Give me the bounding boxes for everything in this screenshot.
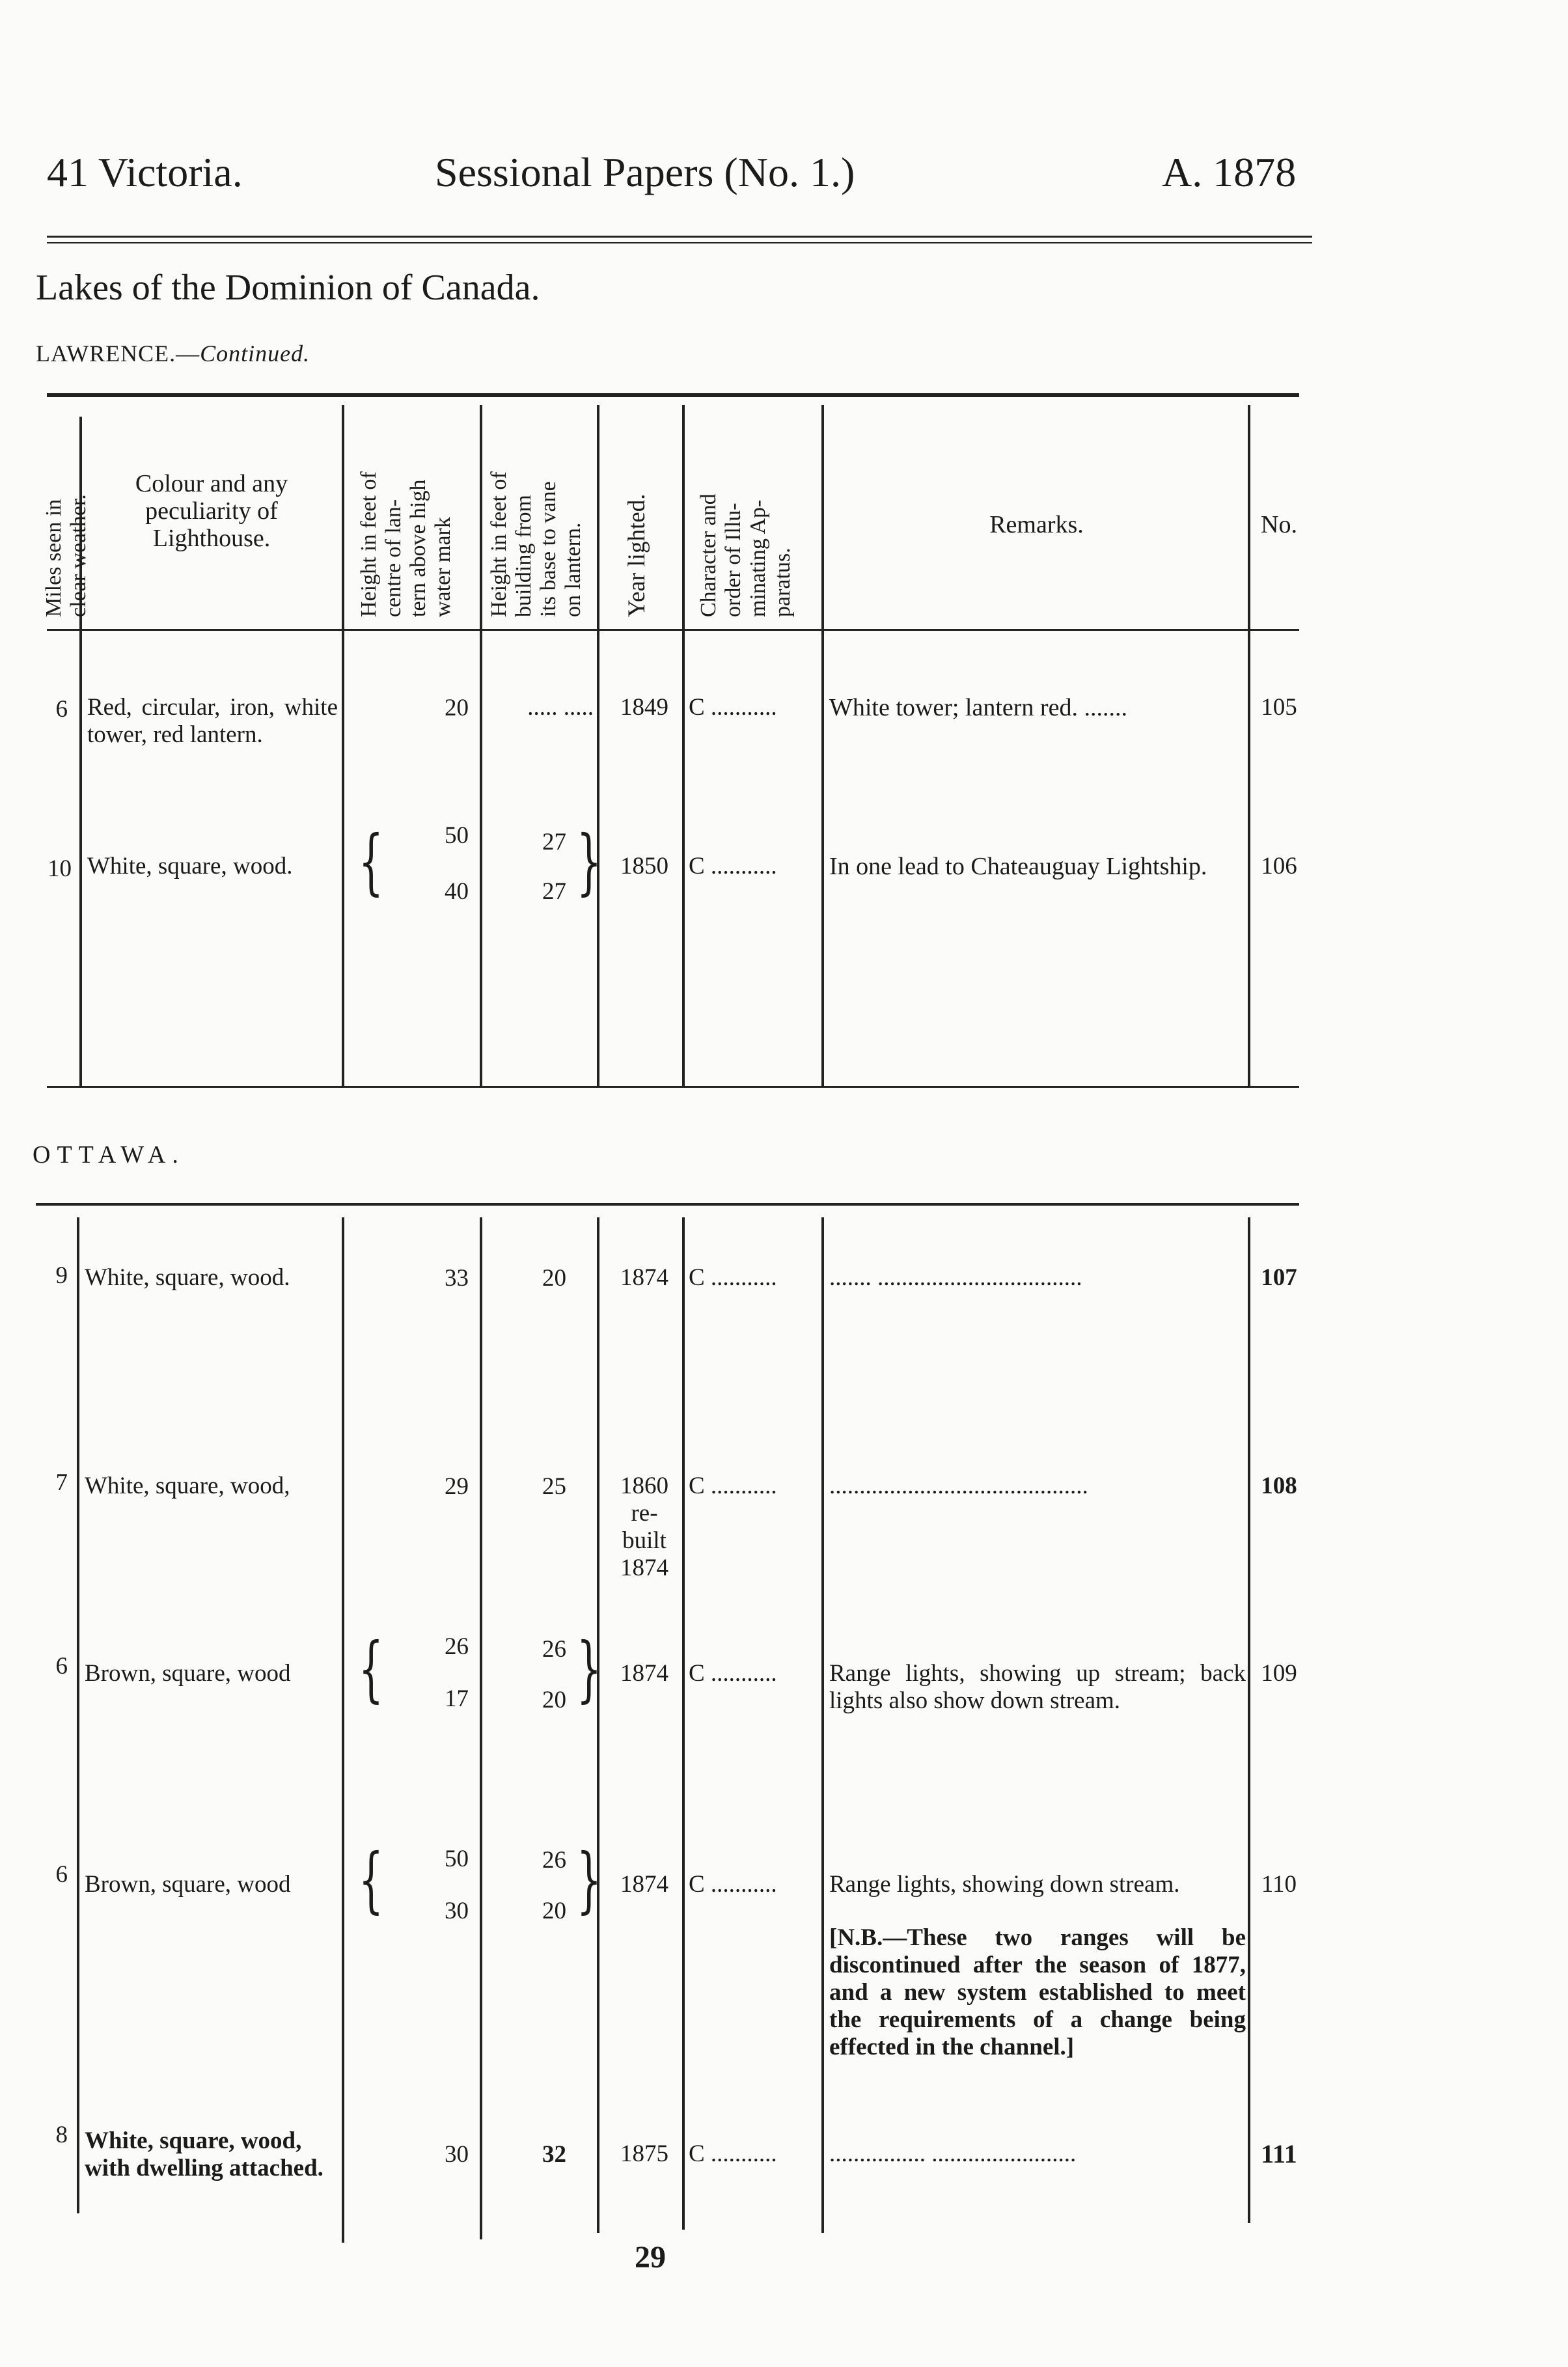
left-brace: { [358, 1627, 384, 1710]
row-height-building: 25 [542, 1473, 566, 1500]
row-remarks: ....... .................................. [829, 1264, 1082, 1291]
row-height-building: 20 [542, 1687, 566, 1713]
row-character: C ........... [689, 1473, 777, 1499]
row-miles: 9 [55, 1262, 68, 1289]
right-brace: } [576, 1627, 602, 1710]
row-remarks: Range lights, showing down stream. [829, 1871, 1180, 1898]
t1-col-line-5 [682, 405, 685, 1086]
row-no: 106 [1261, 853, 1297, 879]
right-brace: } [576, 1838, 602, 1921]
row-year: 1875 [620, 2140, 668, 2167]
row-height-lantern: 33 [445, 1265, 469, 1292]
table1-top-rule [47, 393, 1299, 397]
row-height-building: 20 [542, 1898, 566, 1924]
row-year: 1874 [620, 1871, 668, 1898]
left-brace: { [358, 1838, 384, 1921]
row-height-building: 26 [542, 1847, 566, 1874]
col-header-colour: Colour and any peculiarity of Lighthouse. [135, 470, 288, 552]
row-height-lantern: 29 [445, 1473, 469, 1500]
page-number: 29 [635, 2240, 666, 2275]
row-no: 108 [1261, 1473, 1297, 1499]
table1-header-rule [47, 629, 1299, 631]
row-height-building: 32 [542, 2141, 566, 2168]
page-title: Lakes of the Dominion of Canada. [36, 268, 540, 308]
col-header-height-building [487, 471, 586, 617]
t2-col-line-3 [480, 1217, 482, 2239]
row-height-lantern: 40 [445, 878, 469, 905]
col-header-miles-line1: Miles seen in [42, 499, 66, 617]
row-remarks: Range lights, showing up stream; back lights also show down stream. [829, 1660, 1246, 1714]
row-miles: 6 [55, 1861, 68, 1888]
row-height-lantern: 17 [445, 1685, 469, 1712]
row-miles: 6 [55, 1653, 68, 1680]
col-header-height-building-3: its base to vane [536, 481, 560, 617]
row-remarks: White tower; lantern red. ....... [829, 694, 1127, 721]
row-character: C ........... [689, 1660, 777, 1687]
t1-col-line-4 [597, 405, 599, 1086]
row-height-lantern: 50 [445, 822, 469, 849]
row-no: 105 [1261, 694, 1297, 721]
row-miles: 6 [55, 696, 68, 723]
row-remarks: ........................................... [829, 1473, 1088, 1499]
row-height-lantern: 30 [445, 1898, 469, 1924]
row-colour: White, square, wood, [85, 1473, 290, 1499]
row-colour: White, square, wood, with dwelling attached. [85, 2127, 323, 2181]
section-lawrence-name: LAWRENCE.— [36, 340, 200, 367]
row-height-lantern: 26 [445, 1633, 469, 1660]
col-header-remarks: Remarks. [989, 511, 1084, 538]
row-year: 1860 re-built 1874 [620, 1473, 668, 1581]
col-header-height-lantern-1: Height in feet of [357, 471, 381, 617]
row-no: 109 [1261, 1660, 1297, 1687]
row-height-lantern: 50 [445, 1846, 469, 1872]
row-colour: Red, circular, iron, white tower, red lantern. [87, 694, 338, 748]
row-miles: 10 [48, 855, 72, 882]
t2-col-line-6 [821, 1217, 824, 2233]
header-center: Sessional Papers (No. 1.) [435, 149, 855, 195]
header-left: 41 Victoria. [47, 149, 243, 195]
row-no: 111 [1261, 2139, 1297, 2168]
t2-col-line-2 [342, 1217, 344, 2243]
row-year: 1850 [620, 853, 668, 879]
row-colour: White, square, wood. [87, 853, 293, 879]
section-ottawa: OTTAWA. [33, 1141, 185, 1169]
col-header-character-1: Character and [696, 493, 721, 617]
row-no: 107 [1261, 1264, 1297, 1291]
col-header-character-3: minating Ap- [746, 499, 770, 617]
col-header-character-4: paratus. [771, 547, 795, 617]
row-height-building-blank: ..... ..... [527, 694, 594, 721]
t2-col-line-1 [77, 1217, 79, 2213]
col-header-height-lantern [357, 471, 456, 617]
t2-col-line-4 [597, 1217, 599, 2233]
row-character: C ........... [689, 1871, 777, 1898]
col-header-miles [42, 409, 91, 617]
row-remarks-note: [N.B.—These two ranges will be discontinued after the season of 1877, and a new system established to meet the requirements of a change being effected in the channel.] [829, 1924, 1246, 2060]
header-rule-2 [47, 242, 1312, 243]
t2-col-line-5 [682, 1217, 685, 2230]
section-lawrence-continued: Continued. [200, 340, 310, 367]
t1-col-line-2 [342, 405, 344, 1086]
row-character: C ........... [689, 853, 777, 879]
t1-col-line-6 [821, 405, 824, 1086]
header-right: A. 1878 [1162, 149, 1297, 195]
row-character: C ........... [689, 2140, 777, 2167]
left-brace: { [358, 820, 384, 903]
col-header-height-lantern-3: tern above high [406, 479, 430, 617]
col-header-height-building-1: Height in feet of [487, 471, 511, 617]
col-header-height-lantern-4: water mark [431, 517, 455, 617]
row-no: 110 [1261, 1871, 1297, 1898]
row-remarks: In one lead to Chateauguay Lightship. [829, 853, 1207, 880]
row-character: C ........... [689, 1264, 777, 1291]
header-rule [47, 236, 1312, 238]
right-brace: } [576, 820, 602, 903]
table1-bottom-rule [47, 1086, 1299, 1088]
col-header-miles-line2: clear weather. [66, 494, 90, 617]
col-header-year: Year lighted. [624, 493, 650, 617]
t1-col-line-3 [480, 405, 482, 1086]
row-height-building: 27 [542, 878, 566, 905]
t1-col-line-7 [1248, 405, 1250, 1086]
col-header-height-lantern-2: centre of lan- [381, 499, 406, 617]
section-lawrence [36, 340, 310, 367]
row-miles: 7 [55, 1469, 68, 1496]
row-height-building: 20 [542, 1265, 566, 1292]
t2-col-line-7 [1248, 1217, 1250, 2223]
table2-top-rule [36, 1203, 1299, 1206]
row-colour: Brown, square, wood [85, 1660, 291, 1687]
row-height-building: 27 [542, 829, 566, 855]
row-year: 1849 [620, 694, 668, 721]
row-height-building: 26 [542, 1636, 566, 1663]
row-miles: 8 [55, 2122, 68, 2148]
col-header-no: No. [1261, 511, 1297, 538]
row-height-lantern: 30 [445, 2141, 469, 2168]
row-colour: Brown, square, wood [85, 1871, 291, 1898]
col-header-character [696, 493, 795, 617]
row-height-lantern: 20 [445, 695, 469, 721]
row-character: C ........... [689, 694, 777, 721]
row-year: 1874 [620, 1264, 668, 1291]
row-remarks: ................ ........................ [829, 2140, 1077, 2167]
col-header-height-building-2: building from [512, 495, 536, 617]
col-header-character-2: order of Illu- [721, 503, 745, 617]
row-colour: White, square, wood. [85, 1264, 290, 1291]
row-year: 1874 [620, 1660, 668, 1687]
col-header-height-building-4: on lantern. [561, 522, 585, 617]
